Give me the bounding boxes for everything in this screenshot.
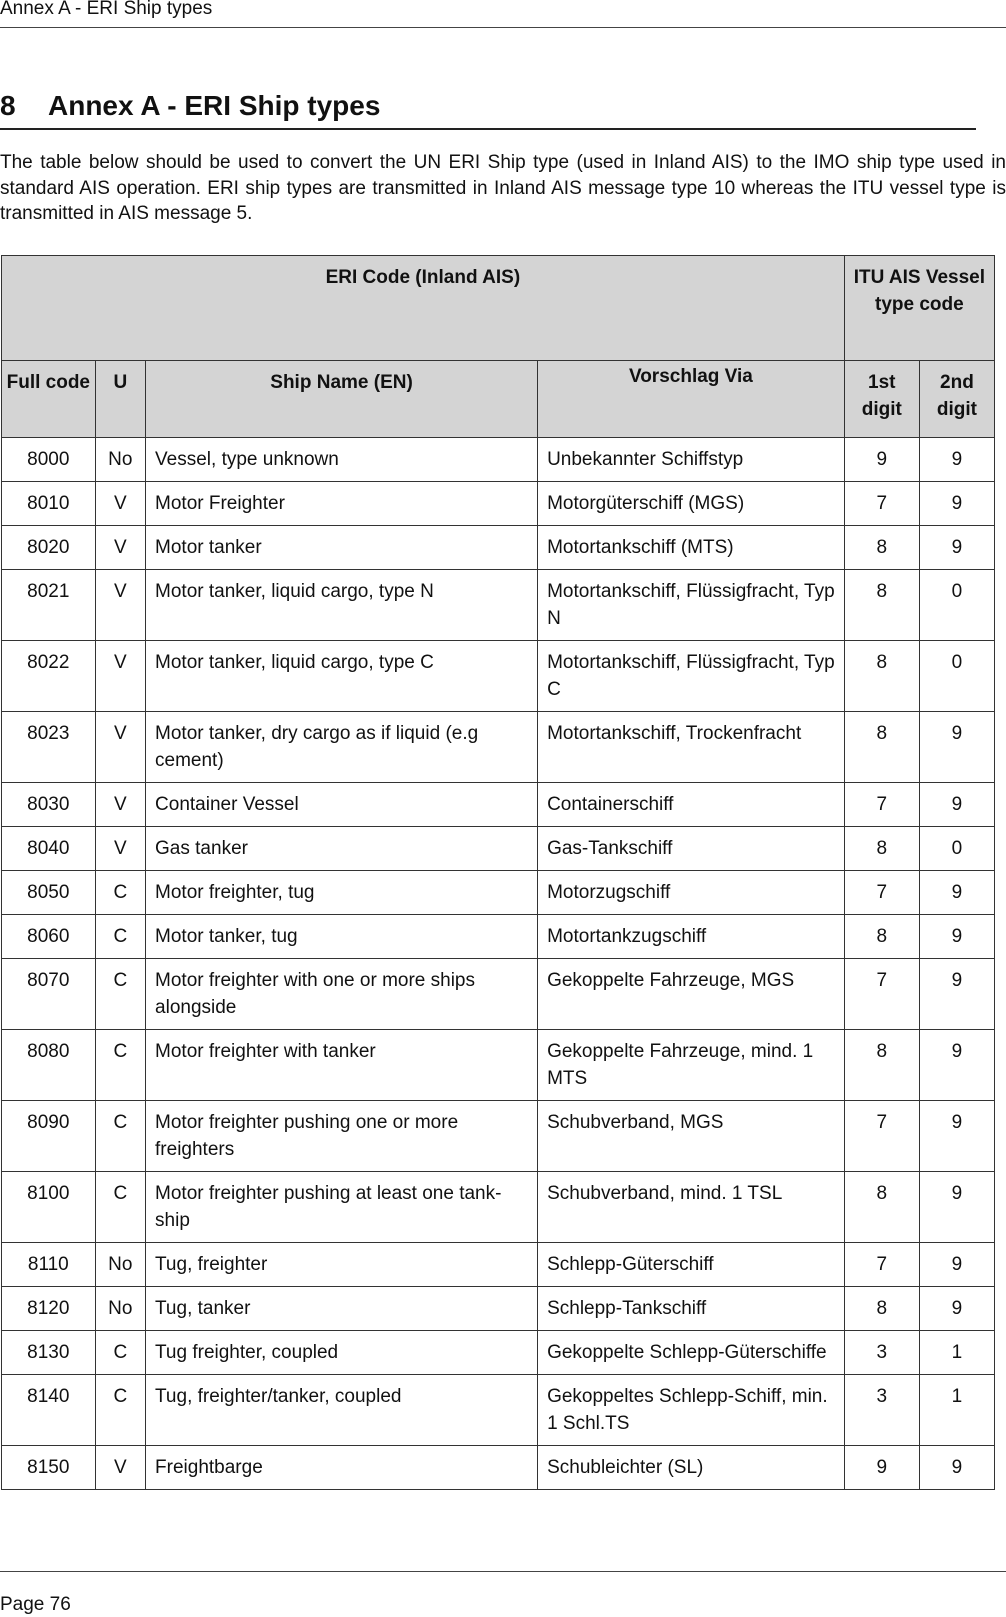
running-header-title: Annex A - ERI Ship types	[0, 0, 213, 19]
full-code-cell: 8130	[2, 1331, 96, 1375]
intro-paragraph: The table below should be used to convert the UN ERI Ship type (used in Inland AIS) to the IMO ship type used in standard AIS operation. ERI ship types are transmitted in Inland AIS message type 10 whereas the ITU vessel type is transmitted in AIS message 5.	[0, 152, 1006, 224]
table-header	[2, 256, 995, 438]
vorschlag-via-cell: Schubverband, mind. 1 TSL	[538, 1172, 845, 1243]
col-vorschlag-via: Vorschlag Via	[538, 361, 845, 438]
u-cell: No	[95, 438, 145, 482]
u-cell: V	[95, 712, 145, 783]
ship-name-en-cell: Tug, freighter	[146, 1243, 538, 1287]
ship-name-en-cell: Container Vessel	[146, 783, 538, 827]
table-row	[2, 570, 995, 641]
vorschlag-via-cell: Motortankschiff, Trockenfracht	[538, 712, 845, 783]
vorschlag-via-cell: Unbekannter Schiffstyp	[538, 438, 845, 482]
col-1st-digit: 1st digit	[844, 361, 919, 438]
first-digit-cell: 9	[844, 1446, 919, 1490]
table-row	[2, 783, 995, 827]
first-digit-cell: 3	[844, 1375, 919, 1446]
full-code-cell: 8023	[2, 712, 96, 783]
full-code-cell: 8050	[2, 871, 96, 915]
second-digit-cell: 9	[919, 1243, 994, 1287]
u-cell: No	[95, 1287, 145, 1331]
second-digit-cell: 1	[919, 1331, 994, 1375]
full-code-cell: 8000	[2, 438, 96, 482]
ship-name-en-cell: Motor freighter with tanker	[146, 1030, 538, 1101]
vorschlag-via-cell: Schlepp-Güterschiff	[538, 1243, 845, 1287]
second-digit-cell: 1	[919, 1375, 994, 1446]
vorschlag-via-cell: Gekoppelte Fahrzeuge, MGS	[538, 959, 845, 1030]
col-2nd-digit: 2nd digit	[919, 361, 994, 438]
u-cell: V	[95, 570, 145, 641]
u-cell: C	[95, 959, 145, 1030]
first-digit-cell: 7	[844, 1243, 919, 1287]
full-code-cell: 8021	[2, 570, 96, 641]
running-header	[0, 0, 1006, 28]
ship-name-en-cell: Vessel, type unknown	[146, 438, 538, 482]
table-row	[2, 1172, 995, 1243]
u-cell: V	[95, 1446, 145, 1490]
section-title: Annex A - ERI Ship types	[48, 90, 381, 121]
table-row	[2, 526, 995, 570]
vorschlag-via-cell: Motortankschiff, Flüssigfracht, Typ N	[538, 570, 845, 641]
u-cell: C	[95, 1331, 145, 1375]
page-footer	[0, 1571, 1006, 1617]
vorschlag-via-cell: Gas-Tankschiff	[538, 827, 845, 871]
u-cell: C	[95, 1101, 145, 1172]
first-digit-cell: 8	[844, 915, 919, 959]
ship-name-en-cell: Motor tanker, tug	[146, 915, 538, 959]
ship-name-en-cell: Motor tanker, liquid cargo, type C	[146, 641, 538, 712]
ship-name-en-cell: Motor Freighter	[146, 482, 538, 526]
first-digit-cell: 7	[844, 783, 919, 827]
second-digit-cell: 9	[919, 1030, 994, 1101]
u-cell: C	[95, 1172, 145, 1243]
full-code-cell: 8100	[2, 1172, 96, 1243]
first-digit-cell: 8	[844, 1287, 919, 1331]
u-cell: C	[95, 915, 145, 959]
second-digit-cell: 9	[919, 959, 994, 1030]
ship-name-en-cell: Tug, freighter/tanker, coupled	[146, 1375, 538, 1446]
table-row	[2, 712, 995, 783]
eri-ship-type-table	[1, 255, 995, 1490]
vorschlag-via-cell: Motortankzugschiff	[538, 915, 845, 959]
first-digit-cell: 8	[844, 827, 919, 871]
full-code-cell: 8140	[2, 1375, 96, 1446]
second-digit-cell: 0	[919, 570, 994, 641]
first-digit-cell: 7	[844, 482, 919, 526]
table-row	[2, 1030, 995, 1101]
full-code-cell: 8080	[2, 1030, 96, 1101]
ship-name-en-cell: Motor tanker, liquid cargo, type N	[146, 570, 538, 641]
table-row	[2, 482, 995, 526]
table-row	[2, 641, 995, 712]
ship-name-en-cell: Freightbarge	[146, 1446, 538, 1490]
full-code-cell: 8040	[2, 827, 96, 871]
second-digit-cell: 9	[919, 712, 994, 783]
eri-code-group-header: ERI Code (Inland AIS)	[2, 256, 845, 361]
table-body	[2, 438, 995, 1490]
ship-name-en-cell: Motor freighter pushing at least one tank-ship	[146, 1172, 538, 1243]
table-row	[2, 1331, 995, 1375]
vorschlag-via-cell: Gekoppelte Schlepp-Güterschiffe	[538, 1331, 845, 1375]
full-code-cell: 8150	[2, 1446, 96, 1490]
full-code-cell: 8060	[2, 915, 96, 959]
full-code-cell: 8020	[2, 526, 96, 570]
full-code-cell: 8010	[2, 482, 96, 526]
table-row	[2, 959, 995, 1030]
second-digit-cell: 9	[919, 526, 994, 570]
ship-name-en-cell: Motor freighter, tug	[146, 871, 538, 915]
u-cell: No	[95, 1243, 145, 1287]
first-digit-cell: 8	[844, 570, 919, 641]
u-cell: C	[95, 1030, 145, 1101]
table-row	[2, 1101, 995, 1172]
vorschlag-via-cell: Motortankschiff, Flüssigfracht, Typ C	[538, 641, 845, 712]
second-digit-cell: 0	[919, 827, 994, 871]
second-digit-cell: 0	[919, 641, 994, 712]
vorschlag-via-cell: Schlepp-Tankschiff	[538, 1287, 845, 1331]
table-row	[2, 827, 995, 871]
vorschlag-via-cell: Schubverband, MGS	[538, 1101, 845, 1172]
section-number: 8	[0, 90, 16, 121]
col-full-code: Full code	[2, 361, 96, 438]
vorschlag-via-cell: Motorzugschiff	[538, 871, 845, 915]
first-digit-cell: 8	[844, 712, 919, 783]
vorschlag-via-cell: Motortankschiff (MTS)	[538, 526, 845, 570]
header-group-row	[2, 256, 995, 361]
u-cell: V	[95, 827, 145, 871]
u-cell: V	[95, 783, 145, 827]
table-row	[2, 1243, 995, 1287]
vorschlag-via-cell: Schubleichter (SL)	[538, 1446, 845, 1490]
table-row	[2, 1375, 995, 1446]
second-digit-cell: 9	[919, 871, 994, 915]
ship-name-en-cell: Motor freighter pushing one or more freighters	[146, 1101, 538, 1172]
u-cell: V	[95, 482, 145, 526]
itu-code-group-header: ITU AIS Vessel type code	[844, 256, 994, 361]
ship-name-en-cell: Motor tanker	[146, 526, 538, 570]
first-digit-cell: 9	[844, 438, 919, 482]
second-digit-cell: 9	[919, 783, 994, 827]
second-digit-cell: 9	[919, 1287, 994, 1331]
col-u: U	[95, 361, 145, 438]
first-digit-cell: 8	[844, 641, 919, 712]
full-code-cell: 8120	[2, 1287, 96, 1331]
header-column-row	[2, 361, 995, 438]
col-ship-name-en: Ship Name (EN)	[146, 361, 538, 438]
second-digit-cell: 9	[919, 1446, 994, 1490]
first-digit-cell: 8	[844, 1030, 919, 1101]
vorschlag-via-cell: Gekoppeltes Schlepp-Schiff, min. 1 Schl.TS	[538, 1375, 845, 1446]
ship-name-en-cell: Motor tanker, dry cargo as if liquid (e.g cement)	[146, 712, 538, 783]
first-digit-cell: 3	[844, 1331, 919, 1375]
ship-name-en-cell: Tug, tanker	[146, 1287, 538, 1331]
page-number: Page 76	[0, 1594, 71, 1615]
vorschlag-via-cell: Containerschiff	[538, 783, 845, 827]
vorschlag-via-cell: Gekoppelte Fahrzeuge, mind. 1 MTS	[538, 1030, 845, 1101]
full-code-cell: 8030	[2, 783, 96, 827]
second-digit-cell: 9	[919, 482, 994, 526]
u-cell: C	[95, 1375, 145, 1446]
full-code-cell: 8090	[2, 1101, 96, 1172]
u-cell: V	[95, 526, 145, 570]
table-row	[2, 871, 995, 915]
second-digit-cell: 9	[919, 1172, 994, 1243]
table-row	[2, 1446, 995, 1490]
second-digit-cell: 9	[919, 438, 994, 482]
first-digit-cell: 7	[844, 959, 919, 1030]
u-cell: C	[95, 871, 145, 915]
ship-name-en-cell: Motor freighter with one or more ships alongside	[146, 959, 538, 1030]
first-digit-cell: 8	[844, 526, 919, 570]
table-row	[2, 438, 995, 482]
second-digit-cell: 9	[919, 915, 994, 959]
first-digit-cell: 8	[844, 1172, 919, 1243]
first-digit-cell: 7	[844, 1101, 919, 1172]
table-row	[2, 1287, 995, 1331]
full-code-cell: 8022	[2, 641, 96, 712]
vorschlag-via-cell: Motorgüterschiff (MGS)	[538, 482, 845, 526]
table-row	[2, 915, 995, 959]
ship-name-en-cell: Gas tanker	[146, 827, 538, 871]
ship-name-en-cell: Tug freighter, coupled	[146, 1331, 538, 1375]
u-cell: V	[95, 641, 145, 712]
second-digit-cell: 9	[919, 1101, 994, 1172]
full-code-cell: 8110	[2, 1243, 96, 1287]
first-digit-cell: 7	[844, 871, 919, 915]
section-heading	[0, 86, 976, 130]
full-code-cell: 8070	[2, 959, 96, 1030]
